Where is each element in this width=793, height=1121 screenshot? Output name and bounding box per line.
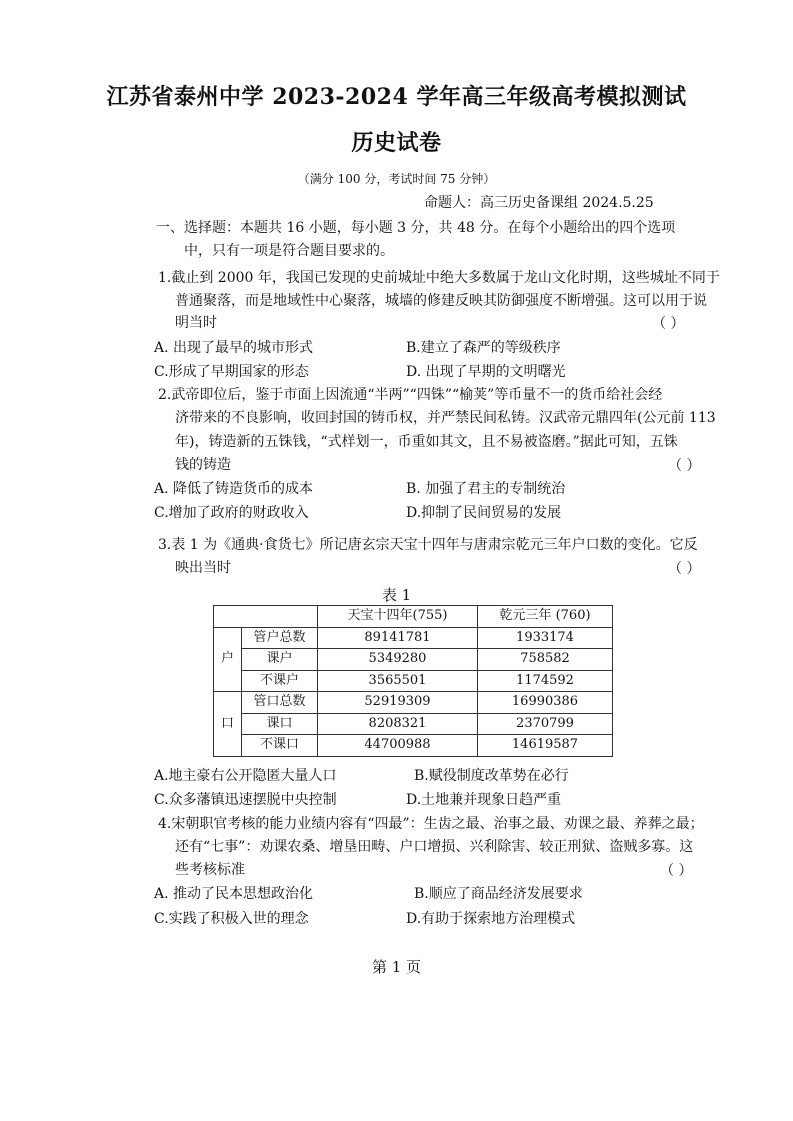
- section-heading-line2: 中，只有一项是符合题目要求的。: [184, 243, 394, 259]
- q2-line2: 济带来的不良影响，收回封国的铸币权，并严禁民间私铸。汉武帝元鼎四年(公元前 113: [175, 410, 716, 426]
- table-group-label: 口: [214, 692, 242, 757]
- table-cell: 89141781: [318, 627, 478, 649]
- q3-option-b: B.赋役制度改革势在必行: [414, 768, 569, 784]
- q3-answer-bracket: （ ）: [668, 561, 701, 577]
- table-row: [214, 670, 613, 692]
- q4-line3: 些考核标准: [175, 862, 245, 878]
- q1-option-c: C.形成了早期国家的形态: [154, 364, 309, 380]
- q3-option-d: D.土地兼并现象日趋严重: [406, 792, 562, 808]
- table-caption: 表 1: [381, 586, 412, 604]
- table-row: [214, 627, 613, 649]
- q3-line2: 映出当时: [175, 560, 231, 576]
- q4-option-d: D.有助于探索地方治理模式: [406, 911, 576, 927]
- q3-line1: 3.表 1 为《通典·食货七》所记唐玄宗天宝十四年与唐肃宗乾元三年户口数的变化。它反: [158, 537, 698, 553]
- q2-line1: 2.武帝即位后，鉴于市面上因流通“半两”“四铢”“榆荚”等币量不一的货币给社会经: [158, 387, 663, 403]
- table-header-row: [214, 606, 613, 628]
- q1-line1: 1.截止到 2000 年，我国已发现的史前城址中绝大多数属于龙山文化时期，这些城址不同于: [158, 270, 720, 286]
- table-row: [214, 713, 613, 735]
- q3-option-a: A.地主豪右公开隐匿大量人口: [154, 768, 337, 784]
- household-population-table: [213, 605, 613, 757]
- exam-note: （满分 100 分，考试时间 75 分钟）: [297, 172, 496, 186]
- section-heading-line1: 一、选择题：本题共 16 小题，每小题 3 分，共 48 分。在每个小题给出的四个选项: [156, 220, 676, 236]
- q4-option-b: B.顺应了商品经济发展要求: [414, 886, 583, 902]
- q2-answer-bracket: （ ）: [668, 458, 701, 474]
- q4-answer-bracket: （ ）: [660, 863, 693, 879]
- table-cell: 5349280: [318, 649, 478, 671]
- q4-option-c: C.实践了积极入世的理念: [154, 911, 309, 927]
- table-row-label: 不课口: [242, 735, 318, 757]
- table-col-header: 乾元三年 (760): [478, 606, 613, 628]
- table-row-label: 管口总数: [242, 692, 318, 714]
- q2-option-a: A. 降低了铸造货币的成本: [154, 481, 314, 497]
- table-cell: 758582: [478, 649, 613, 671]
- table-row: [214, 735, 613, 757]
- table-row: [214, 649, 613, 671]
- author-line: 命题人：高三历史备课组 2024.5.25: [424, 195, 654, 211]
- table-cell: 1933174: [478, 627, 613, 649]
- table-row-label: 课户: [242, 649, 318, 671]
- page-number: 第 1 页: [371, 958, 422, 976]
- table-row: [214, 692, 613, 714]
- table-cell: 14619587: [478, 735, 613, 757]
- table-corner-cell: [214, 606, 318, 628]
- q1-option-a: A. 出现了最早的城市形式: [154, 340, 314, 356]
- exam-subtitle: 历史试卷: [351, 130, 442, 156]
- q2-line4: 钱的铸造: [175, 457, 231, 473]
- q2-line3: 年)，铸造新的五铢钱，“式样划一，币重如其文，且不易被盗磨。”据此可知，五铢: [175, 434, 678, 450]
- table-cell: 44700988: [318, 735, 478, 757]
- q2-option-d: D.抑制了民间贸易的发展: [406, 505, 562, 521]
- q4-option-a: A. 推动了民本思想政治化: [154, 886, 314, 902]
- table-cell: 8208321: [318, 713, 478, 735]
- table-cell: 16990386: [478, 692, 613, 714]
- table-cell: 1174592: [478, 670, 613, 692]
- q2-option-b: B. 加强了君主的专制统治: [406, 481, 566, 497]
- q3-option-c: C.众多藩镇迅速摆脱中央控制: [154, 792, 337, 808]
- table-row-label: 管户总数: [242, 627, 318, 649]
- table-col-header: 天宝十四年(755): [318, 606, 478, 628]
- q1-line3: 明当时: [175, 315, 217, 331]
- q1-option-b: B.建立了森严的等级秩序: [406, 340, 561, 356]
- exam-title: 江苏省泰州中学 2023-2024 学年高三年级高考模拟测试: [106, 84, 687, 110]
- q2-option-c: C.增加了政府的财政收入: [154, 505, 309, 521]
- table-cell: 52919309: [318, 692, 478, 714]
- q4-line1: 4.宋朝职官考核的能力业绩内容有“四最”：生齿之最、治事之最、劝课之最、养葬之最；: [158, 816, 704, 832]
- q4-line2: 还有“七事”：劝课农桑、增垦田畴、户口增损、兴利除害、较正刑狱、盗贼多寡。这: [175, 839, 694, 855]
- table-row-label: 不课户: [242, 670, 318, 692]
- table-row-label: 课口: [242, 713, 318, 735]
- table-cell: 3565501: [318, 670, 478, 692]
- table-cell: 2370799: [478, 713, 613, 735]
- q1-option-d: D. 出现了早期的文明曙光: [406, 364, 566, 380]
- q1-answer-bracket: （ ）: [652, 316, 685, 332]
- q1-line2: 普通聚落，而是地域性中心聚落，城墙的修建反映其防御强度不断增强。这可以用于说: [175, 293, 707, 309]
- table-group-label: 户: [214, 627, 242, 692]
